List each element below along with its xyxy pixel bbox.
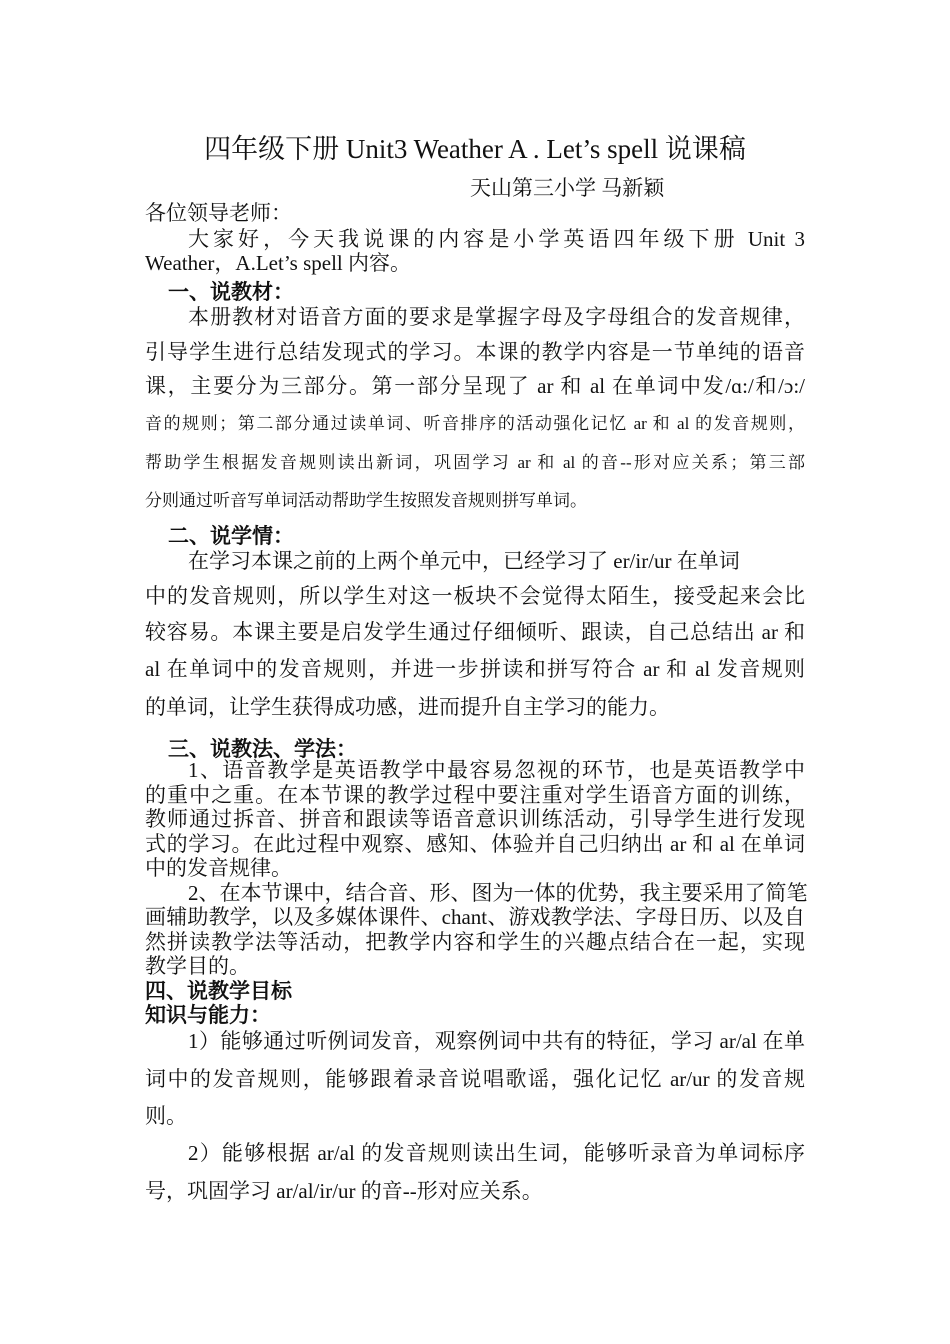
paragraph-line: 中的发音规则，所以学生对这一板块不会觉得太陌生，接受起来会比 (145, 584, 805, 608)
author-line: 天山第三小学 马新颖 (470, 176, 665, 200)
paragraph-line: 的重中之重。在本节课的教学过程中要注重对学生语音方面的训练， (145, 783, 805, 807)
paragraph-line: 式的学习。在此过程中观察、感知、体验并自己归纳出 ar 和 al 在单词 (145, 832, 805, 856)
paragraph-line: 中的发音规律。 (145, 856, 292, 880)
paragraph-line: al 在单词中的发音规则，并进一步拼读和拼写符合 ar 和 al 发音规则 (145, 657, 805, 681)
paragraph-line: 则。 (145, 1104, 187, 1128)
paragraph-line: 在学习本课之前的上两个单元中，已经学习了 er/ir/ur 在单词 (188, 549, 740, 573)
intro-line: Weather，A.Let’s spell 内容。 (145, 251, 411, 275)
paragraph-line: 引导学生进行总结发现式的学习。本课的教学内容是一节单纯的语音 (145, 340, 805, 364)
section-heading-students: 二、说学情： (168, 524, 294, 548)
subheading-knowledge: 知识与能力： (145, 1003, 271, 1027)
paragraph-line: 1、语音教学是英语教学中最容易忽视的环节，也是英语教学中 (188, 758, 805, 782)
paragraph-line: 然拼读教学法等活动，把教学内容和学生的兴趣点结合在一起，实现 (145, 930, 805, 954)
paragraph-line: 画辅助教学，以及多媒体课件、chant、游戏教学法、字母日历、以及自 (145, 905, 805, 929)
paragraph-line: 1）能够通过听例词发音，观察例词中共有的特征，学习 ar/al 在单 (188, 1029, 805, 1053)
paragraph-line: 教师通过拆音、拼音和跟读等语音意识训练活动，引导学生进行发现 (145, 807, 805, 831)
paragraph-line: 2）能够根据 ar/al 的发音规则读出生词，能够听录音为单词标序 (188, 1141, 805, 1165)
paragraph-line: 的单词，让学生获得成功感，进而提升自主学习的能力。 (145, 695, 670, 719)
section-heading-methods: 三、说教法、学法： (168, 737, 357, 761)
section-heading-objectives: 四、说教学目标 (145, 979, 292, 1003)
paragraph-line: 2、在本节课中，结合音、形、图为一体的优势，我主要采用了简笔 (188, 881, 808, 905)
paragraph-line: 帮助学生根据发音规则读出新词，巩固学习 ar 和 al 的音--形对应关系；第三部 (145, 453, 805, 472)
paragraph-line: 号，巩固学习 ar/al/ir/ur 的音--形对应关系。 (145, 1179, 543, 1203)
section-heading-textbook: 一、说教材： (168, 280, 294, 304)
paragraph-line: 本册教材对语音方面的要求是掌握字母及字母组合的发音规律， (188, 305, 805, 329)
intro-line: 大家好，今天我说课的内容是小学英语四年级下册 Unit 3 (188, 227, 805, 251)
paragraph-line: 分则通过听音写单词活动帮助学生按照发音规则拼写单词。 (145, 491, 587, 510)
paragraph-line: 课，主要分为三部分。第一部分呈现了 ar 和 al 在单词中发/ɑ:/和/ɔ:/ (145, 374, 805, 398)
document-title: 四年级下册 Unit3 Weather A . Let’s spell 说课稿 (204, 134, 746, 164)
salutation: 各位领导老师： (145, 201, 292, 225)
paragraph-line: 教学目的。 (145, 954, 250, 978)
paragraph-line: 词中的发音规则，能够跟着录音说唱歌谣，强化记忆 ar/ur 的发音规 (145, 1067, 805, 1091)
paragraph-line: 较容易。本课主要是启发学生通过仔细倾听、跟读，自己总结出 ar 和 (145, 620, 805, 644)
paragraph-line: 音的规则；第二部分通过读单词、听音排序的活动强化记忆 ar 和 al 的发音规则， (145, 414, 805, 433)
